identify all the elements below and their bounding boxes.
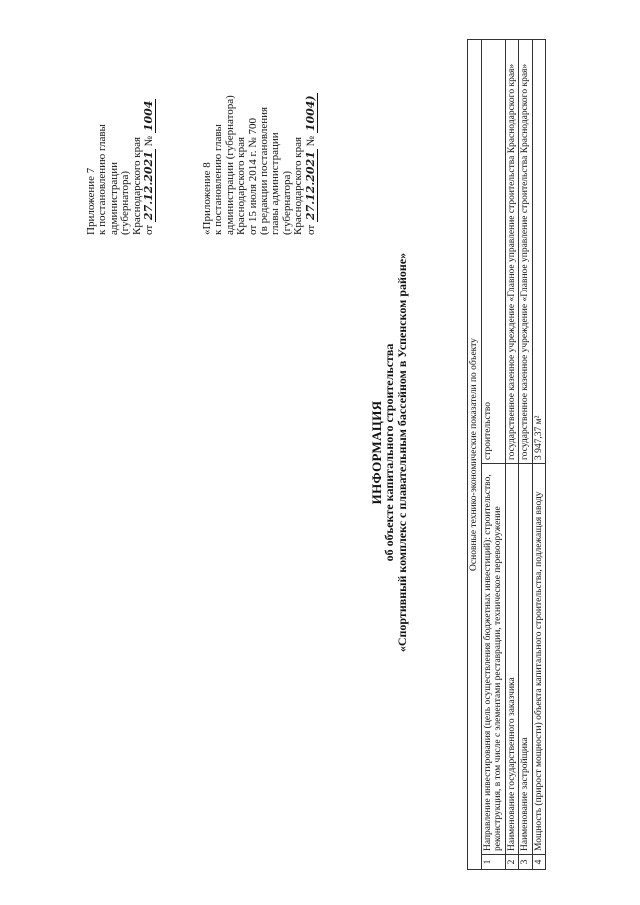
approval-7-date-line <box>143 35 155 235</box>
handwritten-date: 27.12.2021 <box>303 151 317 221</box>
approval-block-7 <box>86 35 155 235</box>
approval-7-line-3: администрации <box>107 162 120 235</box>
row-number: 2 <box>505 855 519 870</box>
table-header: Основные технико-экономические показатели по объекту <box>468 40 482 870</box>
approval-7-line-5: Краснодарского края <box>130 136 143 235</box>
row-value: государственное казенное учреждение «Главное управление строительства Краснодарского края» <box>505 40 519 464</box>
row-parameter: Наименование государственного заказчика <box>505 464 519 855</box>
approval-8-line-1: «Приложение 8 <box>201 162 213 235</box>
row-parameter: Мощность (прирост мощности) объекта капитального строительства, подлежащая вводу <box>532 464 546 855</box>
table-row <box>505 40 519 870</box>
table-row <box>481 40 505 870</box>
number-prefix: № <box>143 135 156 147</box>
table-row <box>519 40 533 870</box>
approval-7-line-2: к постановлению главы <box>96 124 109 235</box>
approval-8-line-3: администрации (губернатора) <box>223 95 236 235</box>
row-number: 4 <box>532 855 546 870</box>
handwritten-number: 1004 <box>142 100 156 132</box>
row-number: 1 <box>481 855 505 870</box>
row-value: строительство <box>481 40 505 464</box>
row-parameter: Направление инвестирования (цель осуществления бюджетных инвестиций): строительство, реконструкция, в том числе с элементами реставрации, техническое перевооружение <box>481 464 505 855</box>
date-prefix: от <box>304 224 317 235</box>
object-name: «Спортивный комплекс с плавательным бассейном в Успенском районе» <box>395 252 409 653</box>
approval-7-line-4: (губернатора) <box>119 170 132 235</box>
approval-8-line-4: Краснодарского края <box>235 136 248 235</box>
table-row <box>532 40 546 870</box>
document-heading <box>370 0 409 905</box>
date-prefix: от <box>143 224 156 235</box>
handwritten-date: 27.12.2021 <box>142 151 156 221</box>
row-value: 3 947,37 м² <box>532 40 546 464</box>
approval-8-date-line <box>305 35 317 235</box>
approval-8-line-6: (в редакции постановления <box>258 106 271 235</box>
approval-8-line-7: главы администрации <box>269 132 282 235</box>
document-title: ИНФОРМАЦИЯ <box>369 400 384 505</box>
row-number: 3 <box>519 855 533 870</box>
table-header-row <box>468 40 482 870</box>
approval-7-line-1: Приложение 7 <box>85 167 97 235</box>
approval-8-line-9: Краснодарского края <box>292 136 305 235</box>
row-value: государственное казенное учреждение «Главное управление строительства Краснодарского края» <box>519 40 533 464</box>
approval-8-line-8: (губернатора) <box>280 170 293 235</box>
approval-block-8 <box>202 35 317 235</box>
approval-8-line-2: к постановлению главы <box>212 124 225 235</box>
handwritten-number: 1004) <box>303 95 317 132</box>
document-subtitle: об объекте капитального строительства <box>382 343 396 562</box>
approval-8-line-5: от 15 июля 2014 г. № 700 <box>246 117 259 235</box>
number-prefix: № <box>304 135 317 147</box>
indicators-table <box>467 39 546 870</box>
row-parameter: Наименование застройщика <box>519 464 533 855</box>
